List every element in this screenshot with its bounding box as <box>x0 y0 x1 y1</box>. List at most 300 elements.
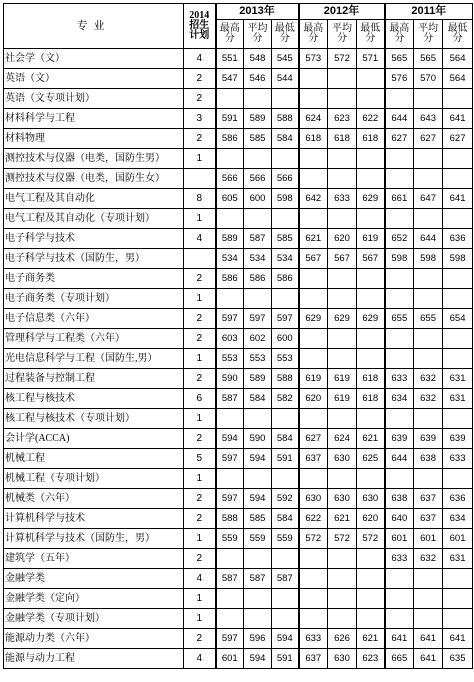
score-2012-max-cell: 637 <box>299 449 328 469</box>
score-2012-min-cell <box>357 89 385 109</box>
score-2012-avg-cell: 618 <box>328 129 357 149</box>
major-name-cell: 计算机科学与技术 <box>4 509 184 529</box>
score-2013-avg-cell <box>244 209 272 229</box>
score-2013-avg-cell <box>244 149 272 169</box>
score-2011-avg-cell <box>414 169 443 189</box>
score-2012-avg-cell <box>328 409 357 429</box>
score-2013-min-cell: 585 <box>272 229 299 249</box>
score-2011-min-cell: 634 <box>443 509 473 529</box>
score-2011-min-cell <box>443 469 473 489</box>
score-2013-min-cell <box>272 549 299 569</box>
score-2013-avg-cell: 548 <box>244 49 272 69</box>
score-2011-avg-cell <box>414 89 443 109</box>
score-2011-max-cell: 598 <box>385 249 414 269</box>
score-2013-min-cell: 534 <box>272 249 299 269</box>
score-2011-min-cell <box>443 409 473 429</box>
score-2012-min-cell: 571 <box>357 49 385 69</box>
score-2012-min-cell <box>357 269 385 289</box>
score-2013-min-cell: 587 <box>272 569 299 589</box>
score-2012-avg-cell: 567 <box>328 249 357 269</box>
score-2011-avg-cell <box>414 329 443 349</box>
score-2012-avg-cell <box>328 569 357 589</box>
score-2011-avg-cell: 643 <box>414 109 443 129</box>
score-2011-max-cell <box>385 469 414 489</box>
table-row <box>4 409 473 429</box>
score-2013-min-cell: 584 <box>272 509 299 529</box>
score-2011-avg-cell: 644 <box>414 229 443 249</box>
score-2011-max-cell <box>385 589 414 609</box>
score-2011-max-cell: 665 <box>385 649 414 669</box>
score-2011-avg-cell <box>414 209 443 229</box>
score-2012-max-cell: 633 <box>299 629 328 649</box>
score-2011-avg-cell: 632 <box>414 369 443 389</box>
score-2013-max-cell: 587 <box>216 569 244 589</box>
score-2011-avg-cell: 641 <box>414 649 443 669</box>
plan-2014-cell: 1 <box>184 609 216 629</box>
score-2011-min-cell: 641 <box>443 189 473 209</box>
major-name-cell: 金融学类（专项计划） <box>4 609 184 629</box>
major-name-cell: 管理科学与工程类（六年） <box>4 329 184 349</box>
score-2011-avg-cell <box>414 609 443 629</box>
score-2013-max-cell: 551 <box>216 49 244 69</box>
score-2013-max-cell: 594 <box>216 429 244 449</box>
header-2011-min: 最低 分 <box>443 20 473 49</box>
score-2012-avg-cell: 623 <box>328 109 357 129</box>
table-row <box>4 429 473 449</box>
score-2012-min-cell: 630 <box>357 489 385 509</box>
score-2013-max-cell: 605 <box>216 189 244 209</box>
score-2013-max-cell: 591 <box>216 109 244 129</box>
score-2013-avg-cell: 585 <box>244 509 272 529</box>
score-2012-avg-cell <box>328 149 357 169</box>
score-2012-max-cell <box>299 289 328 309</box>
plan-2014-cell: 3 <box>184 109 216 129</box>
score-2013-min-cell <box>272 289 299 309</box>
score-2012-min-cell: 629 <box>357 309 385 329</box>
major-name-cell: 电子科学与技术 <box>4 229 184 249</box>
score-2012-min-cell <box>357 589 385 609</box>
score-2011-max-cell: 652 <box>385 229 414 249</box>
table-row <box>4 569 473 589</box>
score-2011-max-cell <box>385 149 414 169</box>
plan-2014-cell: 1 <box>184 289 216 309</box>
score-2012-max-cell: 629 <box>299 309 328 329</box>
header-plan-2014: 2014 招生 计划 <box>184 4 216 49</box>
score-2013-avg-cell: 589 <box>244 369 272 389</box>
table-row <box>4 509 473 529</box>
major-name-cell: 电气工程及其自动化（专项计划） <box>4 209 184 229</box>
table-row <box>4 389 473 409</box>
header-2012-min: 最低 分 <box>357 20 385 49</box>
score-2012-min-cell: 625 <box>357 449 385 469</box>
plan-2014-cell: 2 <box>184 489 216 509</box>
score-2013-max-cell: 586 <box>216 129 244 149</box>
plan-2014-cell: 1 <box>184 469 216 489</box>
score-2012-avg-cell <box>328 609 357 629</box>
score-2013-avg-cell: 589 <box>244 109 272 129</box>
major-name-cell: 核工程与核技术（专项计划） <box>4 409 184 429</box>
score-2013-max-cell: 553 <box>216 349 244 369</box>
score-2012-avg-cell: 621 <box>328 509 357 529</box>
score-2011-min-cell <box>443 149 473 169</box>
score-2013-max-cell: 601 <box>216 649 244 669</box>
score-2013-max-cell: 587 <box>216 389 244 409</box>
score-2012-min-cell <box>357 349 385 369</box>
header-2011-avg: 平均 分 <box>414 20 443 49</box>
score-2013-max-cell <box>216 609 244 629</box>
score-2011-min-cell <box>443 89 473 109</box>
score-2011-min-cell: 641 <box>443 109 473 129</box>
score-2012-max-cell <box>299 269 328 289</box>
score-2012-avg-cell: 630 <box>328 489 357 509</box>
table-row <box>4 589 473 609</box>
score-2011-min-cell <box>443 569 473 589</box>
major-name-cell: 英语（文专项计划） <box>4 89 184 109</box>
table-row <box>4 49 473 69</box>
score-2012-avg-cell: 630 <box>328 449 357 469</box>
score-2011-max-cell <box>385 89 414 109</box>
score-2013-min-cell <box>272 469 299 489</box>
score-2011-max-cell: 661 <box>385 189 414 209</box>
table-row <box>4 289 473 309</box>
score-2011-min-cell: 627 <box>443 129 473 149</box>
score-2013-min-cell: 553 <box>272 349 299 369</box>
score-2013-max-cell: 589 <box>216 229 244 249</box>
score-2011-min-cell <box>443 349 473 369</box>
major-name-cell: 能源动力类（六年） <box>4 629 184 649</box>
score-2012-max-cell: 627 <box>299 429 328 449</box>
score-2013-min-cell: 591 <box>272 449 299 469</box>
plan-2014-cell: 4 <box>184 229 216 249</box>
score-2012-avg-cell <box>328 209 357 229</box>
score-2013-max-cell <box>216 469 244 489</box>
header-year-2013: 2013年 <box>216 4 299 20</box>
score-2011-avg-cell: 632 <box>414 389 443 409</box>
score-2013-avg-cell: 594 <box>244 449 272 469</box>
header-2013-avg: 平均 分 <box>244 20 272 49</box>
score-2011-max-cell <box>385 409 414 429</box>
score-2012-min-cell <box>357 149 385 169</box>
score-2011-max-cell: 655 <box>385 309 414 329</box>
plan-2014-cell: 2 <box>184 89 216 109</box>
score-2013-max-cell: 534 <box>216 249 244 269</box>
score-2011-max-cell: 634 <box>385 389 414 409</box>
score-2011-max-cell <box>385 169 414 189</box>
score-2013-min-cell: 588 <box>272 109 299 129</box>
major-name-cell: 核工程与核技术 <box>4 389 184 409</box>
score-2012-min-cell: 623 <box>357 649 385 669</box>
score-2011-min-cell: 564 <box>443 69 473 89</box>
score-2011-max-cell: 633 <box>385 369 414 389</box>
score-2013-avg-cell <box>244 289 272 309</box>
score-2012-max-cell: 630 <box>299 489 328 509</box>
score-2013-max-cell: 586 <box>216 269 244 289</box>
table-row <box>4 189 473 209</box>
score-2012-max-cell <box>299 549 328 569</box>
score-2012-avg-cell: 633 <box>328 189 357 209</box>
score-2013-max-cell: 603 <box>216 329 244 349</box>
plan-2014-cell: 2 <box>184 629 216 649</box>
score-2011-avg-cell <box>414 469 443 489</box>
plan-2014-cell: 2 <box>184 369 216 389</box>
plan-2014-cell: 4 <box>184 49 216 69</box>
plan-2014-cell: 6 <box>184 389 216 409</box>
score-2011-avg-cell <box>414 569 443 589</box>
score-2013-min-cell: 545 <box>272 49 299 69</box>
score-2011-min-cell <box>443 609 473 629</box>
major-name-cell: 社会学（文） <box>4 49 184 69</box>
score-2012-max-cell <box>299 69 328 89</box>
score-2013-min-cell <box>272 89 299 109</box>
score-2012-avg-cell <box>328 69 357 89</box>
score-2012-max-cell: 637 <box>299 649 328 669</box>
score-2011-min-cell: 654 <box>443 309 473 329</box>
score-2012-avg-cell <box>328 329 357 349</box>
score-2011-max-cell <box>385 269 414 289</box>
score-2013-min-cell <box>272 589 299 609</box>
table-row <box>4 489 473 509</box>
score-2012-avg-cell <box>328 269 357 289</box>
score-2012-min-cell: 618 <box>357 369 385 389</box>
major-name-cell: 测控技术与仪器（电类，国防生男） <box>4 149 184 169</box>
score-2013-min-cell: 592 <box>272 489 299 509</box>
score-2013-avg-cell <box>244 409 272 429</box>
score-2013-max-cell <box>216 289 244 309</box>
score-2012-avg-cell <box>328 589 357 609</box>
score-2011-avg-cell: 570 <box>414 69 443 89</box>
score-2011-max-cell: 638 <box>385 489 414 509</box>
table-header <box>4 4 473 49</box>
table-row <box>4 469 473 489</box>
score-2013-avg-cell: 597 <box>244 309 272 329</box>
plan-2014-cell: 2 <box>184 549 216 569</box>
score-2012-avg-cell: 619 <box>328 389 357 409</box>
plan-2014-cell: 1 <box>184 149 216 169</box>
score-2012-avg-cell: 572 <box>328 529 357 549</box>
score-2013-min-cell: 584 <box>272 429 299 449</box>
table-row <box>4 209 473 229</box>
score-2012-max-cell: 622 <box>299 509 328 529</box>
score-2011-max-cell <box>385 329 414 349</box>
major-name-cell: 金融学类 <box>4 569 184 589</box>
score-2013-min-cell: 600 <box>272 329 299 349</box>
score-2011-avg-cell: 655 <box>414 309 443 329</box>
score-2012-avg-cell <box>328 349 357 369</box>
header-2013-min: 最低 分 <box>272 20 299 49</box>
score-2011-max-cell: 639 <box>385 429 414 449</box>
score-2013-avg-cell: 553 <box>244 349 272 369</box>
score-2012-min-cell <box>357 289 385 309</box>
table-row <box>4 229 473 249</box>
table-row <box>4 69 473 89</box>
header-major: 专业 <box>4 4 184 49</box>
score-2011-avg-cell: 632 <box>414 549 443 569</box>
score-2012-min-cell: 619 <box>357 229 385 249</box>
plan-2014-cell: 1 <box>184 349 216 369</box>
score-2011-avg-cell <box>414 589 443 609</box>
score-2012-avg-cell: 629 <box>328 309 357 329</box>
score-2013-avg-cell: 586 <box>244 269 272 289</box>
score-2012-avg-cell: 626 <box>328 629 357 649</box>
major-name-cell: 电子信息类（六年） <box>4 309 184 329</box>
score-2012-min-cell <box>357 549 385 569</box>
score-2012-max-cell <box>299 209 328 229</box>
major-name-cell: 机械工程 <box>4 449 184 469</box>
score-2011-max-cell: 641 <box>385 629 414 649</box>
score-2011-avg-cell: 641 <box>414 629 443 649</box>
score-2011-min-cell: 636 <box>443 229 473 249</box>
score-2012-avg-cell <box>328 289 357 309</box>
score-2013-avg-cell: 587 <box>244 229 272 249</box>
score-2013-avg-cell <box>244 469 272 489</box>
score-2013-min-cell <box>272 149 299 169</box>
score-2012-min-cell: 572 <box>357 529 385 549</box>
table-row <box>4 329 473 349</box>
major-name-cell: 电子科学与技术（国防生，男） <box>4 249 184 269</box>
score-2011-max-cell <box>385 569 414 589</box>
score-2013-min-cell: 586 <box>272 269 299 289</box>
score-2011-avg-cell: 637 <box>414 509 443 529</box>
score-2012-max-cell: 572 <box>299 529 328 549</box>
score-2013-max-cell <box>216 89 244 109</box>
plan-2014-cell: 4 <box>184 649 216 669</box>
score-2012-min-cell <box>357 329 385 349</box>
score-2013-max-cell: 597 <box>216 449 244 469</box>
score-2012-min-cell: 618 <box>357 389 385 409</box>
score-2012-avg-cell <box>328 469 357 489</box>
score-2012-avg-cell: 624 <box>328 429 357 449</box>
score-2012-min-cell <box>357 409 385 429</box>
score-2013-avg-cell: 546 <box>244 69 272 89</box>
score-2013-min-cell: 544 <box>272 69 299 89</box>
table-row <box>4 529 473 549</box>
score-2013-min-cell: 559 <box>272 529 299 549</box>
score-2011-min-cell: 601 <box>443 529 473 549</box>
score-2011-avg-cell <box>414 149 443 169</box>
score-2011-max-cell: 644 <box>385 449 414 469</box>
score-2013-max-cell <box>216 149 244 169</box>
score-2012-max-cell <box>299 169 328 189</box>
score-2013-max-cell: 597 <box>216 489 244 509</box>
table-row <box>4 169 473 189</box>
table-row <box>4 649 473 669</box>
score-2013-avg-cell: 594 <box>244 649 272 669</box>
plan-2014-cell: 2 <box>184 429 216 449</box>
table-row <box>4 609 473 629</box>
score-2012-max-cell <box>299 89 328 109</box>
header-2012-avg: 平均 分 <box>328 20 357 49</box>
score-2013-max-cell: 597 <box>216 309 244 329</box>
score-2013-avg-cell: 594 <box>244 489 272 509</box>
score-2013-avg-cell: 559 <box>244 529 272 549</box>
score-2011-avg-cell <box>414 289 443 309</box>
score-2013-min-cell: 566 <box>272 169 299 189</box>
score-2013-avg-cell: 566 <box>244 169 272 189</box>
score-2013-min-cell: 588 <box>272 369 299 389</box>
score-2011-max-cell: 640 <box>385 509 414 529</box>
score-2011-avg-cell <box>414 349 443 369</box>
score-2013-min-cell <box>272 409 299 429</box>
score-2012-max-cell: 619 <box>299 369 328 389</box>
score-2012-max-cell: 567 <box>299 249 328 269</box>
score-2013-avg-cell: 534 <box>244 249 272 269</box>
score-2011-max-cell: 644 <box>385 109 414 129</box>
table-row <box>4 549 473 569</box>
score-2011-max-cell: 565 <box>385 49 414 69</box>
score-2011-min-cell: 635 <box>443 649 473 669</box>
score-2012-max-cell <box>299 569 328 589</box>
table-row <box>4 249 473 269</box>
score-2011-max-cell: 601 <box>385 529 414 549</box>
plan-2014-cell: 2 <box>184 69 216 89</box>
score-2013-avg-cell: 584 <box>244 389 272 409</box>
score-2013-max-cell: 588 <box>216 509 244 529</box>
score-2012-min-cell: 620 <box>357 509 385 529</box>
score-2011-max-cell: 633 <box>385 549 414 569</box>
header-2012-max: 最高 分 <box>299 20 328 49</box>
score-2013-avg-cell <box>244 549 272 569</box>
score-2012-max-cell: 621 <box>299 229 328 249</box>
major-name-cell: 材料物理 <box>4 129 184 149</box>
score-2013-avg-cell: 600 <box>244 189 272 209</box>
score-2013-max-cell: 559 <box>216 529 244 549</box>
score-2012-avg-cell: 630 <box>328 649 357 669</box>
score-2011-min-cell <box>443 589 473 609</box>
header-2013-max: 最高 分 <box>216 20 244 49</box>
score-2012-min-cell: 621 <box>357 629 385 649</box>
plan-2014-cell: 5 <box>184 449 216 469</box>
score-2013-min-cell <box>272 609 299 629</box>
major-name-cell: 机械类（六年） <box>4 489 184 509</box>
score-2011-avg-cell: 639 <box>414 429 443 449</box>
score-2011-avg-cell: 627 <box>414 129 443 149</box>
major-name-cell: 过程装备与控制工程 <box>4 369 184 389</box>
score-2013-min-cell <box>272 209 299 229</box>
plan-2014-cell: 1 <box>184 589 216 609</box>
score-2012-max-cell: 624 <box>299 109 328 129</box>
score-2012-min-cell: 629 <box>357 189 385 209</box>
score-2011-avg-cell: 638 <box>414 449 443 469</box>
score-2013-max-cell <box>216 549 244 569</box>
table-row <box>4 149 473 169</box>
score-2012-max-cell: 618 <box>299 129 328 149</box>
major-name-cell: 会计学(ACCA) <box>4 429 184 449</box>
score-2013-max-cell: 547 <box>216 69 244 89</box>
major-name-cell: 能源与动力工程 <box>4 649 184 669</box>
table-row <box>4 129 473 149</box>
score-2013-avg-cell: 587 <box>244 569 272 589</box>
score-2011-min-cell: 598 <box>443 249 473 269</box>
score-2012-min-cell <box>357 569 385 589</box>
major-name-cell: 电气工程及其自动化 <box>4 189 184 209</box>
header-year-2011: 2011年 <box>385 4 473 20</box>
score-2011-max-cell <box>385 209 414 229</box>
score-2013-min-cell: 591 <box>272 649 299 669</box>
plan-2014-cell: 2 <box>184 509 216 529</box>
score-2012-avg-cell: 620 <box>328 229 357 249</box>
score-2013-max-cell <box>216 589 244 609</box>
score-2011-avg-cell <box>414 409 443 429</box>
table-row <box>4 309 473 329</box>
score-2012-max-cell: 620 <box>299 389 328 409</box>
score-2011-min-cell <box>443 289 473 309</box>
major-name-cell: 电子商务类（专项计划） <box>4 289 184 309</box>
score-2012-max-cell: 573 <box>299 49 328 69</box>
score-2013-max-cell <box>216 409 244 429</box>
plan-2014-cell: 2 <box>184 329 216 349</box>
table-row <box>4 269 473 289</box>
score-2012-avg-cell <box>328 549 357 569</box>
